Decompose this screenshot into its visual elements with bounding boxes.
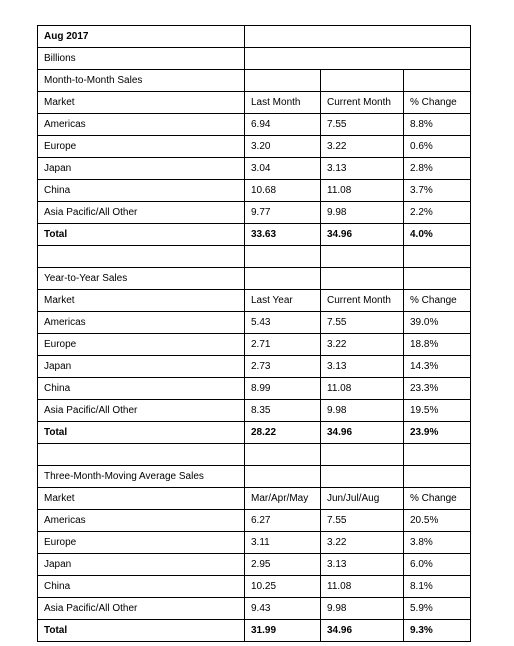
value-cell: 6.94 <box>245 114 321 136</box>
value-cell: 39.0% <box>404 312 471 334</box>
unit-label: Billions <box>38 48 245 70</box>
empty-cell <box>38 246 245 268</box>
market-cell: China <box>38 180 245 202</box>
value-cell: 3.11 <box>245 532 321 554</box>
total-value: 4.0% <box>404 224 471 246</box>
value-cell: 19.5% <box>404 400 471 422</box>
table-row <box>38 576 471 598</box>
column-header: Last Month <box>245 92 321 114</box>
column-header-row <box>38 488 471 510</box>
value-cell: 18.8% <box>404 334 471 356</box>
section-title: Month-to-Month Sales <box>38 70 245 92</box>
section-title: Year-to-Year Sales <box>38 268 245 290</box>
market-cell: Europe <box>38 532 245 554</box>
spacer-row <box>38 444 471 466</box>
value-cell: 3.8% <box>404 532 471 554</box>
section-title-row <box>38 466 471 488</box>
total-row <box>38 422 471 444</box>
value-cell: 20.5% <box>404 510 471 532</box>
column-header: Market <box>38 92 245 114</box>
market-cell: Asia Pacific/All Other <box>38 598 245 620</box>
value-cell: 3.20 <box>245 136 321 158</box>
title-row <box>38 26 471 48</box>
value-cell: 10.68 <box>245 180 321 202</box>
value-cell: 9.77 <box>245 202 321 224</box>
empty-cell <box>404 444 471 466</box>
column-header: Last Year <box>245 290 321 312</box>
empty-cell <box>321 246 404 268</box>
market-cell: Europe <box>38 334 245 356</box>
empty-cell <box>404 466 471 488</box>
table-row <box>38 114 471 136</box>
section-title-row <box>38 70 471 92</box>
report-title: Aug 2017 <box>38 26 245 48</box>
empty-cell <box>245 246 321 268</box>
value-cell: 3.7% <box>404 180 471 202</box>
total-value: 33.63 <box>245 224 321 246</box>
value-cell: 14.3% <box>404 356 471 378</box>
value-cell: 7.55 <box>321 114 404 136</box>
column-header: Current Month <box>321 290 404 312</box>
empty-cell <box>245 48 471 70</box>
empty-cell <box>321 444 404 466</box>
value-cell: 6.27 <box>245 510 321 532</box>
table-row <box>38 532 471 554</box>
value-cell: 8.35 <box>245 400 321 422</box>
value-cell: 23.3% <box>404 378 471 400</box>
empty-cell <box>245 70 321 92</box>
total-row <box>38 224 471 246</box>
column-header: % Change <box>404 290 471 312</box>
column-header: Jun/Jul/Aug <box>321 488 404 510</box>
total-label: Total <box>38 422 245 444</box>
total-value: 34.96 <box>321 224 404 246</box>
value-cell: 3.13 <box>321 158 404 180</box>
value-cell: 2.73 <box>245 356 321 378</box>
table-row <box>38 334 471 356</box>
value-cell: 6.0% <box>404 554 471 576</box>
spacer-row <box>38 246 471 268</box>
table-row <box>38 180 471 202</box>
market-cell: Americas <box>38 114 245 136</box>
value-cell: 5.43 <box>245 312 321 334</box>
value-cell: 11.08 <box>321 378 404 400</box>
empty-cell <box>321 268 404 290</box>
value-cell: 9.98 <box>321 598 404 620</box>
column-header: Market <box>38 290 245 312</box>
total-value: 34.96 <box>321 422 404 444</box>
total-value: 34.96 <box>321 620 404 642</box>
market-cell: Europe <box>38 136 245 158</box>
value-cell: 8.1% <box>404 576 471 598</box>
empty-cell <box>245 268 321 290</box>
table-row <box>38 202 471 224</box>
value-cell: 0.6% <box>404 136 471 158</box>
value-cell: 5.9% <box>404 598 471 620</box>
value-cell: 3.04 <box>245 158 321 180</box>
market-cell: Japan <box>38 158 245 180</box>
table-row <box>38 510 471 532</box>
total-label: Total <box>38 224 245 246</box>
market-cell: China <box>38 378 245 400</box>
value-cell: 2.2% <box>404 202 471 224</box>
market-cell: China <box>38 576 245 598</box>
empty-cell <box>245 466 321 488</box>
table-row <box>38 598 471 620</box>
empty-cell <box>321 70 404 92</box>
value-cell: 7.55 <box>321 312 404 334</box>
table-row <box>38 400 471 422</box>
empty-cell <box>38 444 245 466</box>
empty-cell <box>321 466 404 488</box>
value-cell: 2.71 <box>245 334 321 356</box>
value-cell: 11.08 <box>321 180 404 202</box>
value-cell: 3.13 <box>321 554 404 576</box>
value-cell: 3.13 <box>321 356 404 378</box>
value-cell: 11.08 <box>321 576 404 598</box>
market-cell: Asia Pacific/All Other <box>38 400 245 422</box>
value-cell: 3.22 <box>321 532 404 554</box>
empty-cell <box>245 26 471 48</box>
value-cell: 10.25 <box>245 576 321 598</box>
value-cell: 9.98 <box>321 400 404 422</box>
column-header-row <box>38 92 471 114</box>
market-cell: Japan <box>38 554 245 576</box>
total-row <box>38 620 471 642</box>
column-header: Mar/Apr/May <box>245 488 321 510</box>
total-value: 31.99 <box>245 620 321 642</box>
section-title: Three-Month-Moving Average Sales <box>38 466 245 488</box>
total-value: 28.22 <box>245 422 321 444</box>
empty-cell <box>404 70 471 92</box>
value-cell: 3.22 <box>321 334 404 356</box>
table-row <box>38 554 471 576</box>
value-cell: 7.55 <box>321 510 404 532</box>
column-header-row <box>38 290 471 312</box>
value-cell: 8.8% <box>404 114 471 136</box>
total-value: 9.3% <box>404 620 471 642</box>
column-header: % Change <box>404 488 471 510</box>
market-cell: Americas <box>38 510 245 532</box>
table-row <box>38 312 471 334</box>
empty-cell <box>245 444 321 466</box>
value-cell: 9.98 <box>321 202 404 224</box>
table-row <box>38 378 471 400</box>
market-cell: Americas <box>38 312 245 334</box>
table-row <box>38 356 471 378</box>
table-row <box>38 136 471 158</box>
empty-cell <box>404 246 471 268</box>
total-value: 23.9% <box>404 422 471 444</box>
value-cell: 8.99 <box>245 378 321 400</box>
column-header: % Change <box>404 92 471 114</box>
column-header: Current Month <box>321 92 404 114</box>
column-header: Market <box>38 488 245 510</box>
table-row <box>38 158 471 180</box>
empty-cell <box>404 268 471 290</box>
value-cell: 3.22 <box>321 136 404 158</box>
value-cell: 2.95 <box>245 554 321 576</box>
market-cell: Asia Pacific/All Other <box>38 202 245 224</box>
value-cell: 2.8% <box>404 158 471 180</box>
market-cell: Japan <box>38 356 245 378</box>
value-cell: 9.43 <box>245 598 321 620</box>
total-label: Total <box>38 620 245 642</box>
unit-row <box>38 48 471 70</box>
sales-table <box>37 25 471 642</box>
section-title-row <box>38 268 471 290</box>
